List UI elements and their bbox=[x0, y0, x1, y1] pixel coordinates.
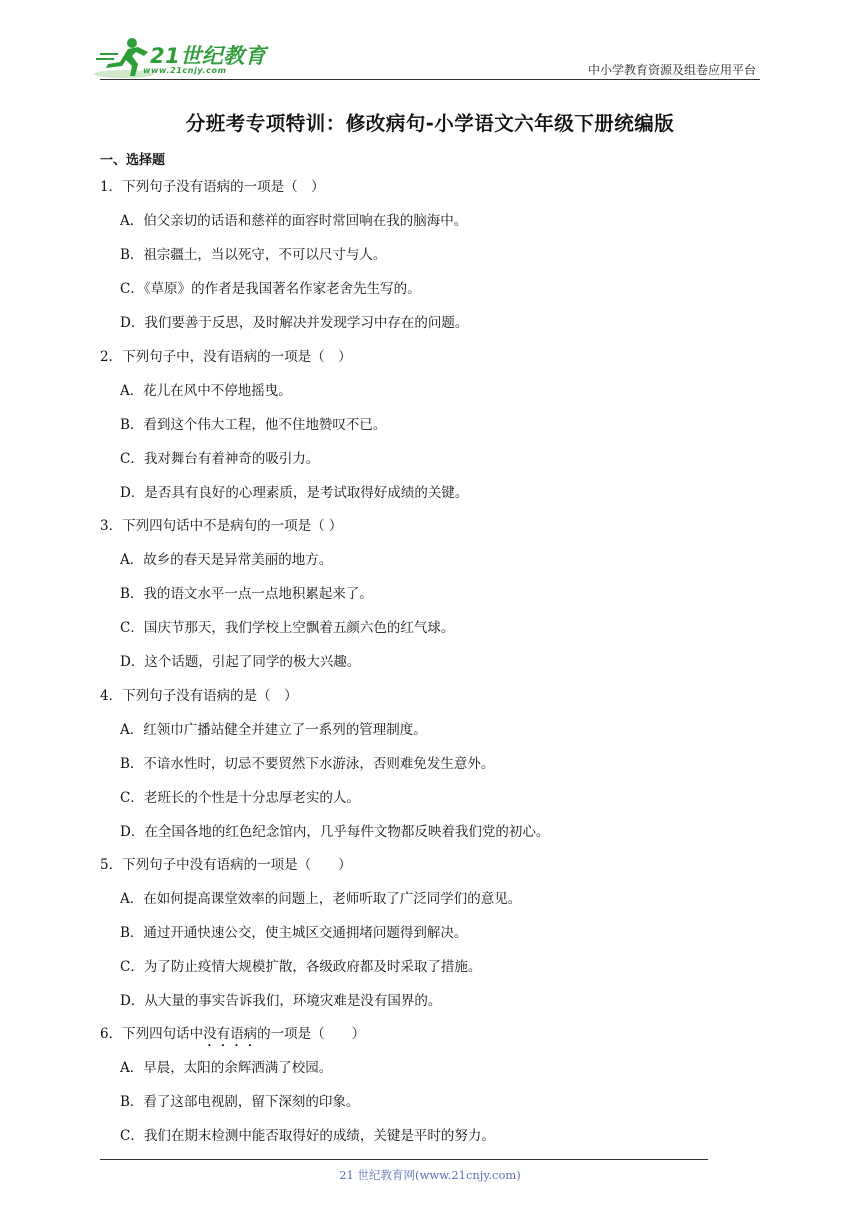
question-stem bbox=[100, 1022, 365, 1050]
logo-url: www.21cnjy.com bbox=[143, 66, 227, 75]
option-item: A．早晨，太阳的余辉洒满了校园。 bbox=[120, 1060, 333, 1076]
option-item: D．在全国各地的红色纪念馆内，几乎每件文物都反映着我们党的初心。 bbox=[120, 824, 550, 840]
emphasized-text: 没有语病 bbox=[203, 1026, 258, 1042]
platform-label: 中小学教育资源及组卷应用平台 bbox=[587, 63, 756, 77]
stem-text: 6．下列四句话中 bbox=[100, 1026, 204, 1042]
option-item: D．我们要善于反思，及时解决并发现学习中存在的问题。 bbox=[120, 315, 469, 331]
option-item: C．老班长的个性是十分忠厚老实的人。 bbox=[120, 790, 360, 806]
option-item: A．在如何提高课堂效率的问题上，老师听取了广泛同学们的意见。 bbox=[120, 891, 522, 907]
option-item: D．这个话题，引起了同学的极大兴趣。 bbox=[120, 654, 361, 670]
option-item: A．红领巾广播站健全并建立了一系列的管理制度。 bbox=[120, 722, 427, 738]
option-item: A．故乡的春天是异常美丽的地方。 bbox=[120, 552, 333, 568]
question-stem: 3．下列四句话中不是病句的一项是（ ） bbox=[100, 518, 343, 534]
option-item: A．伯父亲切的话语和慈祥的面容时常回响在我的脑海中。 bbox=[120, 213, 468, 229]
option-item: B．我的语文水平一点一点地积累起来了。 bbox=[120, 586, 373, 602]
stem-text: 的一项是（ ） bbox=[257, 1026, 366, 1042]
footer-divider bbox=[100, 1159, 708, 1160]
logo-text: 21世纪教育 bbox=[150, 44, 267, 68]
option-item: C．我们在期末检测中能否取得好的成绩，关键是平时的努力。 bbox=[120, 1128, 495, 1144]
option-item: A．花儿在风中不停地摇曳。 bbox=[120, 383, 292, 399]
option-item: B．看到这个伟大工程，他不住地赞叹不已。 bbox=[120, 417, 387, 433]
option-item: D．是否具有良好的心理素质，是考试取得好成绩的关键。 bbox=[120, 485, 469, 501]
question-stem: 5．下列句子中没有语病的一项是（ ） bbox=[100, 857, 352, 873]
question-stem: 2．下列句子中，没有语病的一项是（ ） bbox=[100, 349, 352, 365]
option-item: D．从大量的事实告诉我们，环境灾难是没有国界的。 bbox=[120, 993, 442, 1009]
question-stem: 1．下列句子没有语病的一项是（ ） bbox=[100, 179, 325, 195]
option-item: B．不谙水性时，切忌不要贸然下水游泳，否则难免发生意外。 bbox=[120, 756, 495, 772]
footer-link[interactable]: 21 世纪教育网(www.21cnjy.com) bbox=[339, 1168, 521, 1182]
option-item: B．祖宗疆土，当以死守，不可以尺寸与人。 bbox=[120, 247, 387, 263]
option-item: B．通过开通快速公交，使主城区交通拥堵问题得到解决。 bbox=[120, 925, 468, 941]
option-item: C．《草原》的作者是我国著名作家老舍先生写的。 bbox=[120, 281, 421, 297]
section-heading: 一、选择题 bbox=[100, 153, 166, 168]
header-divider bbox=[100, 79, 760, 80]
page-title: 分班考专项特训：修改病句-小学语文六年级下册统编版 bbox=[185, 112, 675, 135]
question-stem: 4．下列句子没有语病的是（ ） bbox=[100, 688, 298, 704]
option-item: C．国庆节那天，我们学校上空飘着五颜六色的红气球。 bbox=[120, 620, 455, 636]
option-item: C．为了防止疫情大规模扩散，各级政府都及时采取了措施。 bbox=[120, 959, 482, 975]
option-item: B．看了这部电视剧，留下深刻的印象。 bbox=[120, 1094, 360, 1110]
option-item: C．我对舞台有着神奇的吸引力。 bbox=[120, 451, 320, 467]
